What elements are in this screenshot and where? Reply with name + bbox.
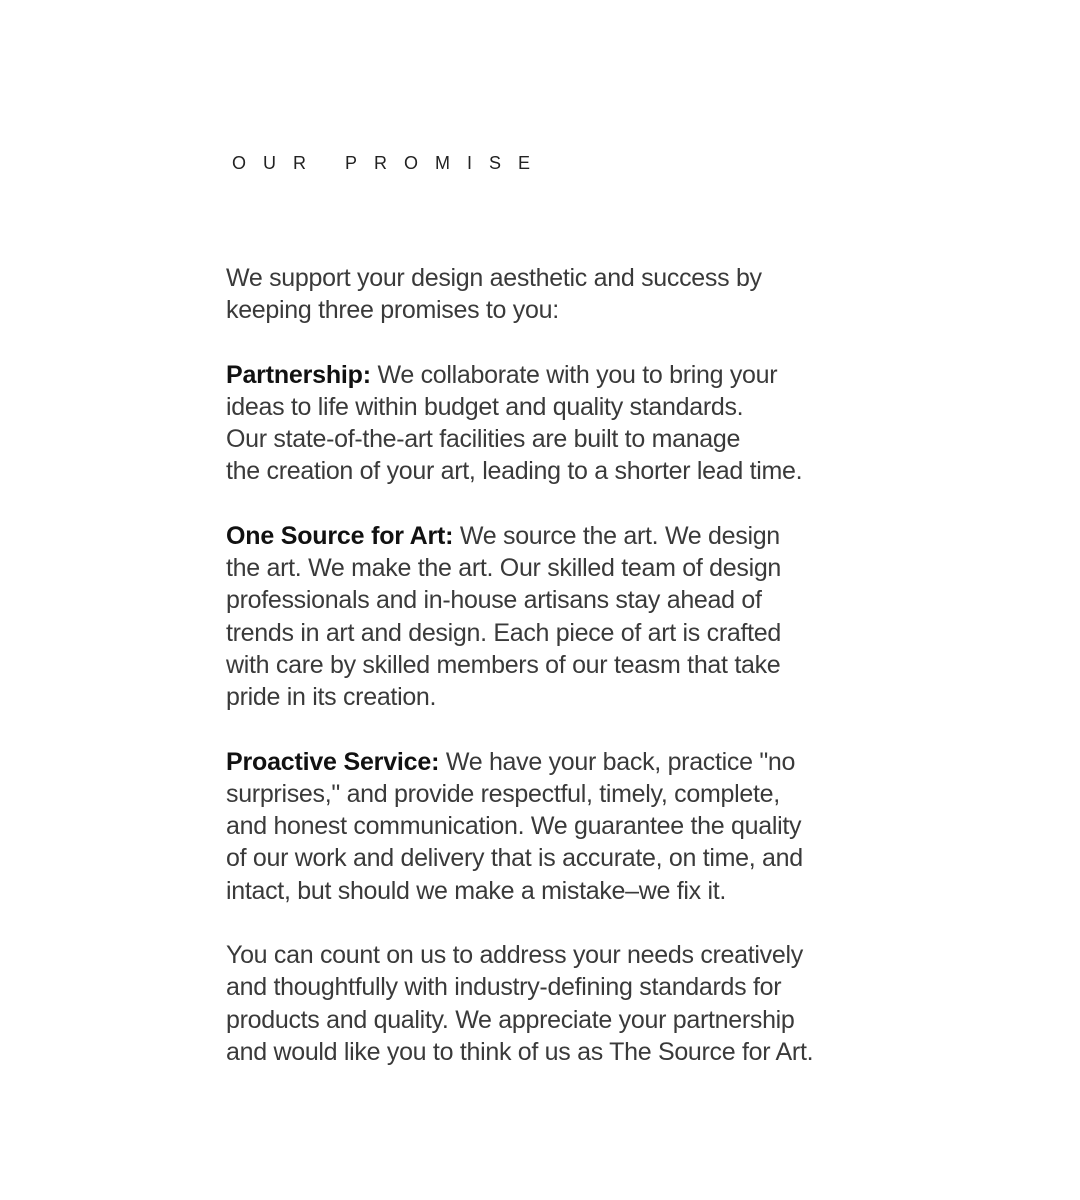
proactive-label: Proactive Service: (226, 747, 440, 776)
intro-line: keeping three promises to you: (226, 296, 559, 325)
proactive-line: of our work and delivery that is accurate, on time, and (226, 844, 803, 873)
closing-paragraph (226, 939, 866, 1068)
partnership-line: We collaborate with you to bring your (370, 360, 778, 389)
partnership-line: Our state-of-the-art facilities are built to manage (226, 425, 741, 454)
one-source-line: We source the art. We design (453, 521, 780, 550)
closing-line: and would like you to think of us as The Source for Art. (226, 1037, 814, 1066)
page-title: OUR PROMISE (232, 153, 548, 173)
one-source-line: trends in art and design. Each piece of art is crafted (226, 618, 781, 647)
one-source-paragraph (226, 520, 866, 714)
one-source-first-line (226, 520, 866, 552)
proactive-line: and honest communication. We guarantee the quality (226, 812, 802, 841)
proactive-first-line (226, 746, 866, 778)
one-source-line: pride in its creation. (226, 683, 437, 712)
partnership-paragraph (226, 359, 866, 488)
proactive-line: We have your back, practice "no (439, 747, 796, 776)
partnership-line: the creation of your art, leading to a shorter lead time. (226, 457, 803, 486)
closing-line: You can count on us to address your needs creatively (226, 941, 803, 970)
one-source-line: with care by skilled members of our teasm that take (226, 650, 781, 679)
promise-content (226, 262, 866, 1100)
partnership-label: Partnership: (226, 360, 371, 389)
proactive-line: surprises," and provide respectful, timely, complete, (226, 779, 780, 808)
intro-line: We support your design aesthetic and success by (226, 264, 762, 292)
one-source-line: professionals and in-house artisans stay ahead of (226, 586, 762, 615)
proactive-paragraph (226, 746, 866, 907)
partnership-line: ideas to life within budget and quality standards. (226, 392, 744, 421)
one-source-line: the art. We make the art. Our skilled team of design (226, 554, 782, 583)
closing-line: products and quality. We appreciate your partnership (226, 1005, 795, 1034)
one-source-label: One Source for Art: (226, 521, 454, 550)
proactive-line: intact, but should we make a mistake–we fix it. (226, 876, 727, 905)
closing-line: and thoughtfully with industry-defining standards for (226, 973, 782, 1002)
partnership-first-line (226, 359, 866, 391)
intro-paragraph (226, 262, 866, 327)
